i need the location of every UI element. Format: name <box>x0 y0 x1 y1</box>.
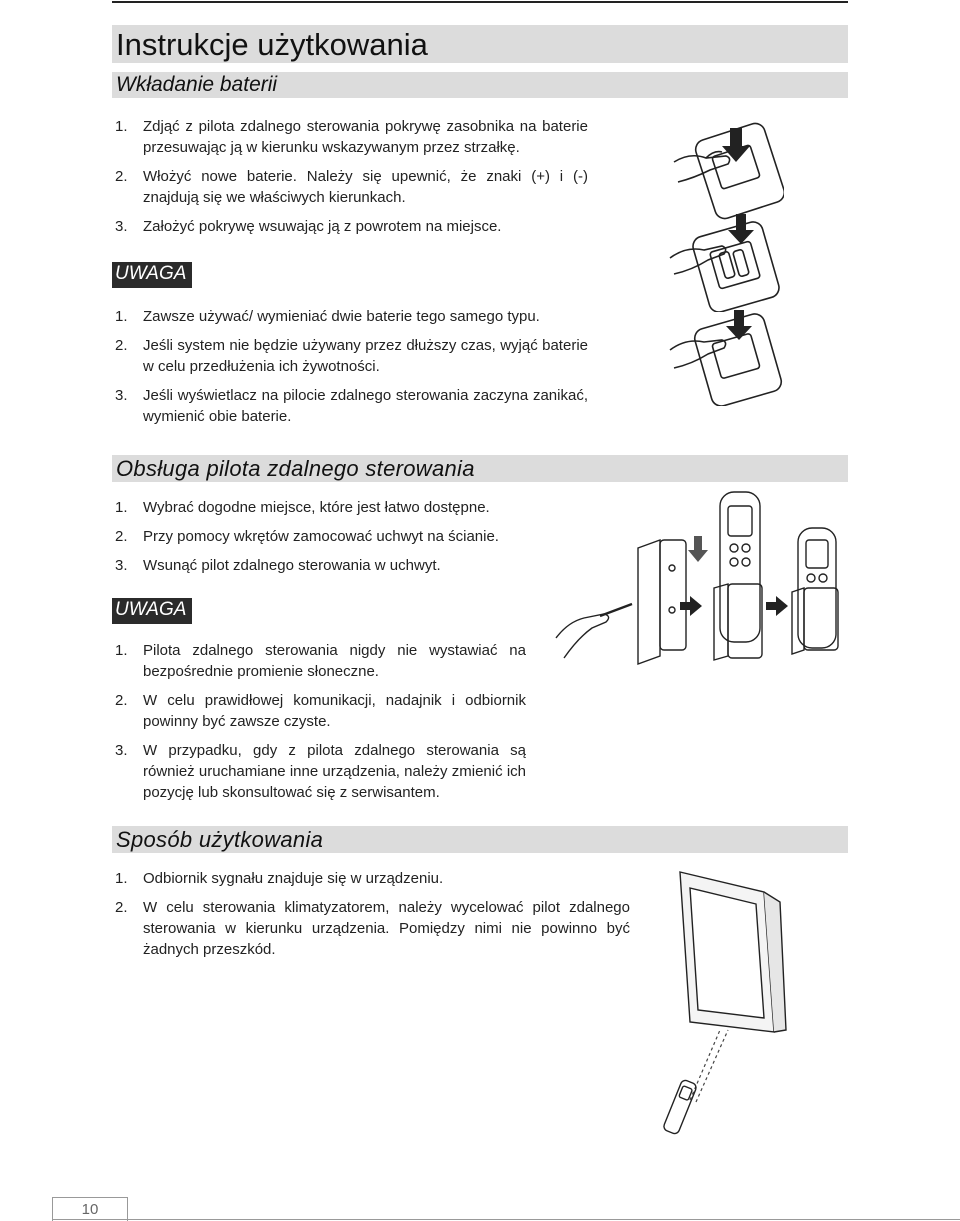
list-text: Założyć pokrywę wsuwając ją z powrotem na miejsce. <box>143 218 502 235</box>
list-number: 3. <box>115 218 128 235</box>
page-number: 10 <box>81 1201 99 1218</box>
list-text: Zdjąć z pilota zdalnego sterowania pokrywę zasobnika na baterie przesuwając ją w kierunku wskazywanym przez strzałkę. <box>143 118 588 156</box>
holder-notes-list <box>112 640 526 811</box>
list-item <box>112 166 588 208</box>
list-number: 1. <box>115 870 128 887</box>
list-text: Pilota zdalnego sterowania nigdy nie wystawiać na bezpośrednie promienie słoneczne. <box>143 642 526 680</box>
list-number: 3. <box>115 557 128 574</box>
list-number: 1. <box>115 118 128 135</box>
list-text: Wsunąć pilot zdalnego sterowania w uchwyt. <box>143 557 441 574</box>
list-text: Jeśli system nie będzie używany przez dłuższy czas, wyjąć baterie w celu przedłużenia ich żywotności. <box>143 337 588 375</box>
note-label: UWAGA <box>115 263 187 284</box>
list-text: Włożyć nowe baterie. Należy się upewnić, że znaki (+) i (-) znajdują się we właściwych kierunkach. <box>143 168 588 206</box>
list-text: W przypadku, gdy z pilota zdalnego sterowania są również uruchamiane inne urządzenia, należy zmienić ich pozycję lub skonsultować się z serwisantem. <box>143 742 526 801</box>
list-number: 2. <box>115 692 128 709</box>
battery-section-title-band <box>112 72 848 98</box>
list-item <box>112 868 630 889</box>
list-number: 1. <box>115 642 128 659</box>
battery-cover-removal-illustration <box>664 122 784 222</box>
list-item <box>112 306 588 327</box>
list-number: 1. <box>115 308 128 325</box>
list-number: 1. <box>115 499 128 516</box>
list-number: 3. <box>115 742 128 759</box>
list-item <box>112 385 588 427</box>
list-item <box>112 116 588 158</box>
page-title: Instrukcje użytkowania <box>116 27 428 62</box>
list-number: 3. <box>115 387 128 404</box>
list-item <box>112 740 526 803</box>
note-label: UWAGA <box>115 599 187 620</box>
page-title-band <box>112 25 848 63</box>
list-text: W celu prawidłowej komunikacji, nadajnik i odbiornik powinny być zawsze czyste. <box>143 692 526 730</box>
battery-cover-replace-illustration <box>664 306 784 406</box>
holder-steps-list <box>112 497 552 584</box>
air-conditioner-remote-aiming-illustration <box>650 862 790 1146</box>
top-rule <box>112 1 848 3</box>
page-number-box <box>52 1197 128 1221</box>
remote-holder-mounting-illustration <box>548 488 850 678</box>
usage-section-title: Sposób użytkowania <box>116 827 324 852</box>
list-item <box>112 555 552 576</box>
usage-section-title-band <box>112 826 848 853</box>
list-text: W celu sterowania klimatyzatorem, należy wycelować pilot zdalnego sterowania w kierunku urządzenia. Pomiędzy nimi nie powinno być żadnych przeszkód. <box>143 899 630 958</box>
list-item <box>112 335 588 377</box>
list-number: 2. <box>115 168 128 185</box>
holder-section-title-band <box>112 455 848 482</box>
list-text: Wybrać dogodne miejsce, które jest łatwo dostępne. <box>143 499 490 516</box>
list-number: 2. <box>115 899 128 916</box>
list-item <box>112 690 526 732</box>
battery-notes-list <box>112 306 588 435</box>
battery-section-title: Wkładanie baterii <box>116 73 278 96</box>
battery-steps-list <box>112 116 588 245</box>
list-text: Odbiornik sygnału znajduje się w urządzeniu. <box>143 870 444 887</box>
list-item <box>112 640 526 682</box>
list-text: Jeśli wyświetlacz na pilocie zdalnego sterowania zaczyna zanikać, wymienić obie baterie. <box>143 387 588 425</box>
list-item <box>112 897 630 960</box>
list-item <box>112 526 552 547</box>
list-number: 2. <box>115 337 128 354</box>
battery-note-badge <box>112 262 192 288</box>
list-item <box>112 497 552 518</box>
list-item <box>112 216 588 237</box>
list-text: Przy pomocy wkrętów zamocować uchwyt na ścianie. <box>143 528 499 545</box>
list-text: Zawsze używać/ wymieniać dwie baterie tego samego typu. <box>143 308 540 325</box>
holder-section-title: Obsługa pilota zdalnego sterowania <box>116 456 475 481</box>
battery-insertion-illustration <box>664 212 784 312</box>
usage-steps-list <box>112 868 630 968</box>
list-number: 2. <box>115 528 128 545</box>
holder-note-badge <box>112 598 192 624</box>
